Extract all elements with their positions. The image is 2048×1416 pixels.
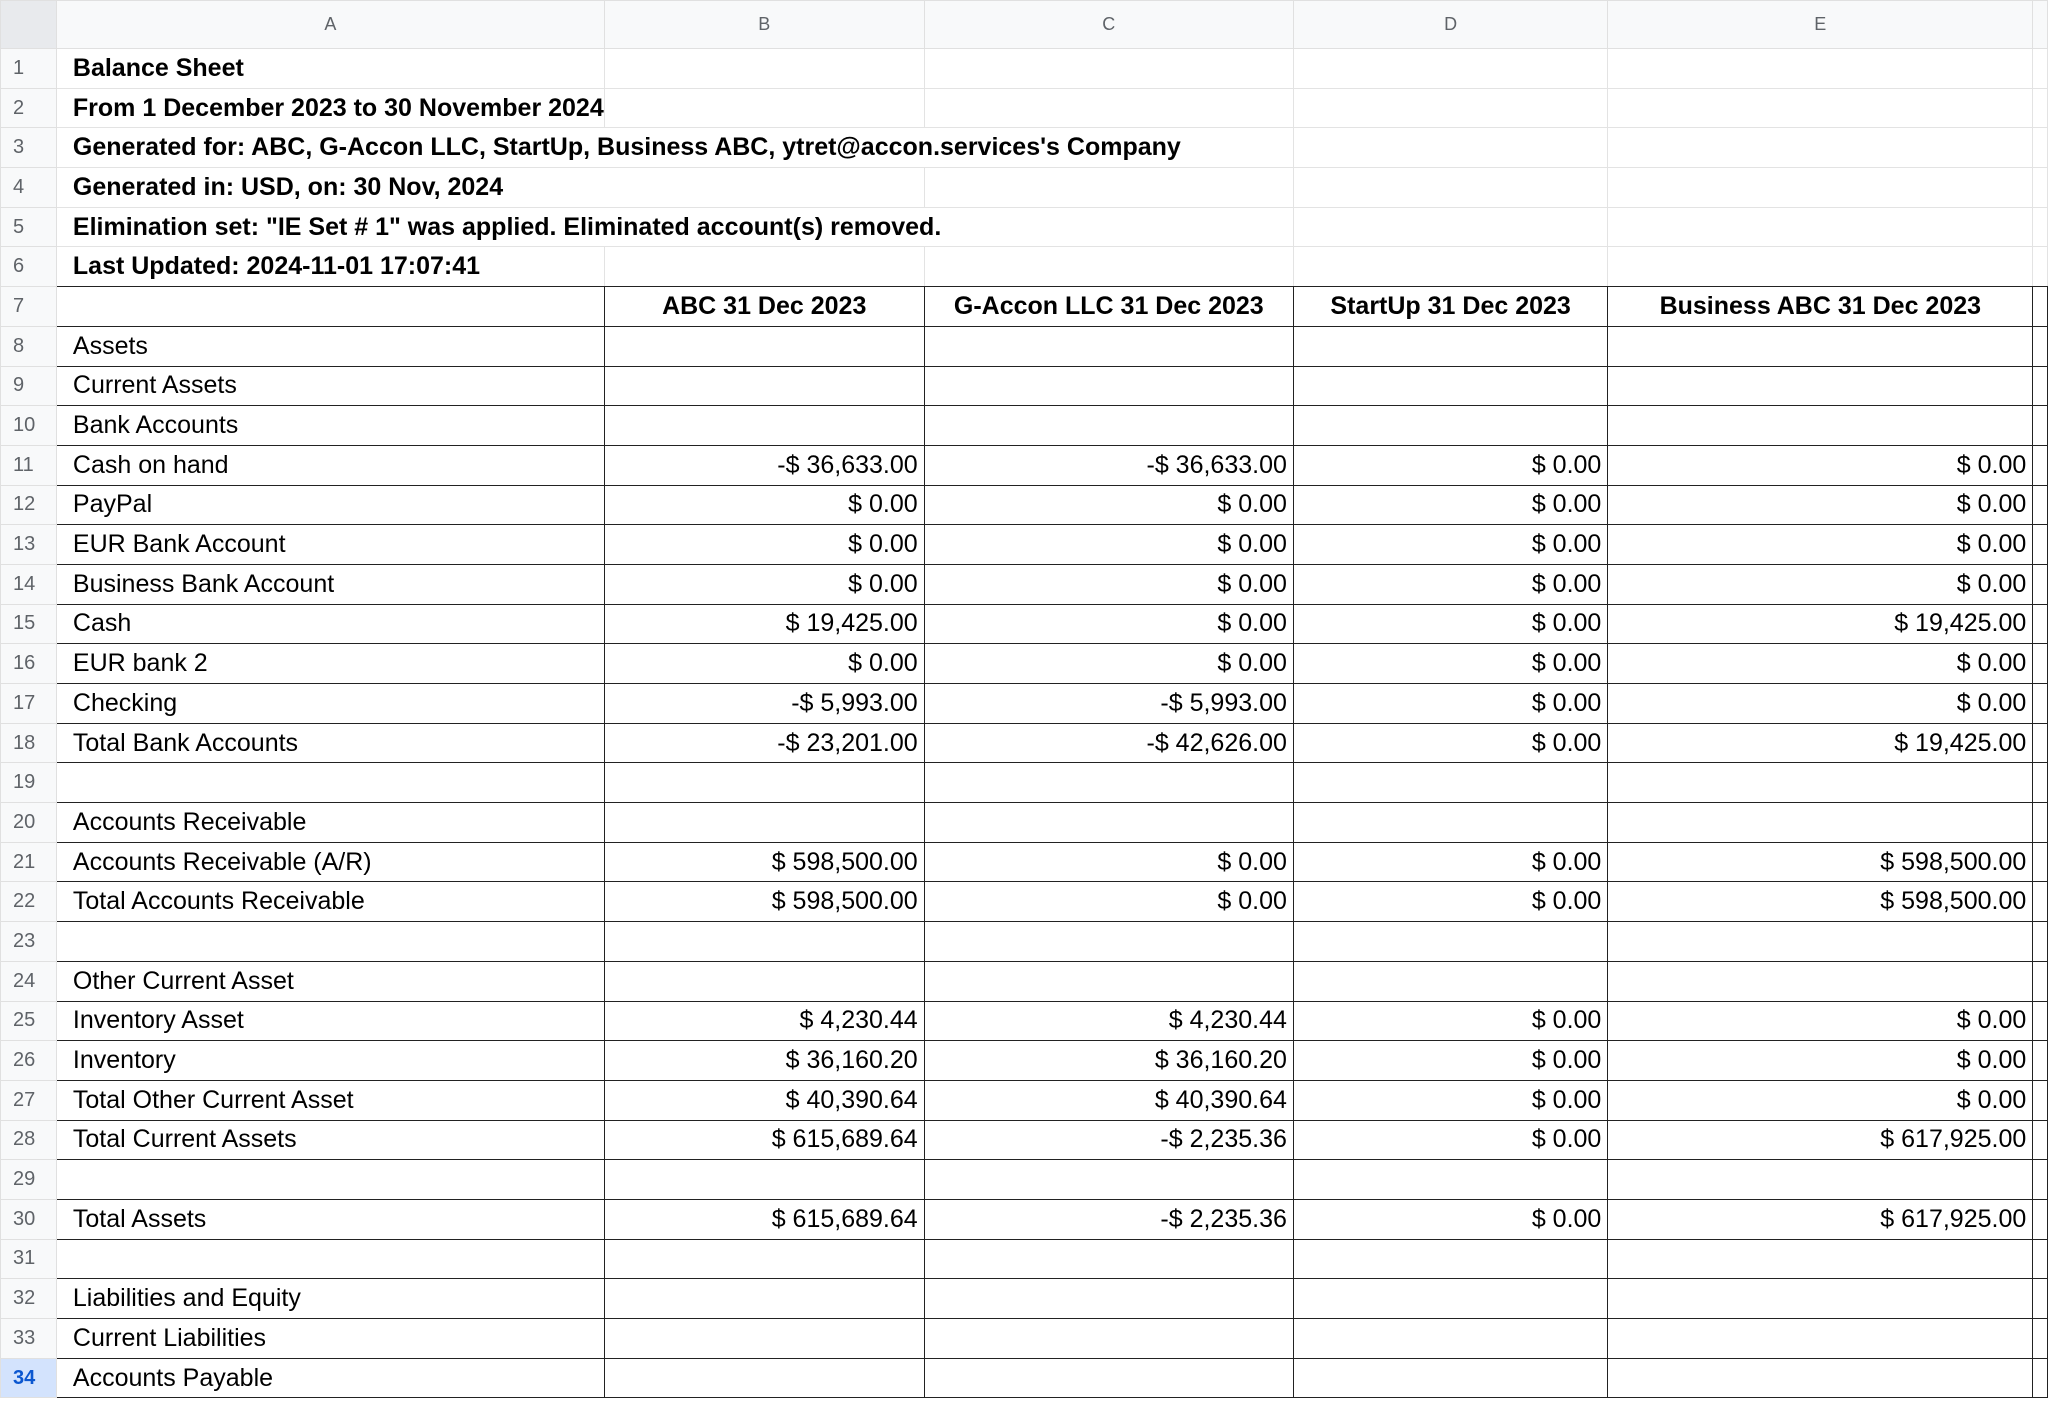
cell[interactable] <box>1293 128 1607 168</box>
value-cell[interactable]: $ 40,390.64 <box>924 1080 1293 1120</box>
cell[interactable] <box>2033 366 2048 406</box>
row-header[interactable]: 15 <box>1 604 57 644</box>
value-cell[interactable] <box>604 803 924 843</box>
value-cell[interactable]: $ 598,500.00 <box>604 882 924 922</box>
table-row <box>1 525 2048 565</box>
cell[interactable] <box>1608 88 2033 128</box>
value-cell[interactable]: -$ 42,626.00 <box>924 723 1293 763</box>
row-label[interactable]: Accounts Receivable <box>56 803 604 843</box>
row-label[interactable]: Accounts Receivable (A/R) <box>56 842 604 882</box>
cell[interactable] <box>1293 247 1607 287</box>
row-header[interactable]: 33 <box>1 1319 57 1359</box>
value-cell[interactable]: $ 19,425.00 <box>604 604 924 644</box>
select-all-corner[interactable] <box>1 1 57 49</box>
value-cell[interactable] <box>924 961 1293 1001</box>
value-cell[interactable] <box>1608 763 2033 803</box>
value-cell[interactable]: $ 0.00 <box>924 882 1293 922</box>
row-header[interactable]: 9 <box>1 366 57 406</box>
cell-a1[interactable]: Balance Sheet <box>56 49 604 89</box>
cell[interactable] <box>2033 326 2048 366</box>
value-cell[interactable] <box>924 1160 1293 1200</box>
value-cell[interactable]: $ 0.00 <box>924 604 1293 644</box>
value-cell[interactable] <box>1293 1358 1607 1398</box>
row-header[interactable]: 29 <box>1 1160 57 1200</box>
table-row <box>1 406 2048 446</box>
row-header[interactable]: 17 <box>1 684 57 724</box>
row-label[interactable]: Other Current Asset <box>56 961 604 1001</box>
cell[interactable] <box>2033 207 2048 247</box>
value-cell[interactable] <box>1608 366 2033 406</box>
table-row <box>1 485 2048 525</box>
table-row <box>1 445 2048 485</box>
cell[interactable] <box>2033 1001 2048 1041</box>
row-header[interactable]: 11 <box>1 445 57 485</box>
value-cell[interactable]: $ 0.00 <box>1293 1080 1607 1120</box>
value-cell[interactable] <box>1293 1279 1607 1319</box>
column-header-d[interactable]: D <box>1293 1 1607 49</box>
row-header[interactable]: 5 <box>1 207 57 247</box>
value-cell[interactable] <box>604 1239 924 1279</box>
cell[interactable] <box>2033 882 2048 922</box>
row-label[interactable]: Inventory <box>56 1041 604 1081</box>
cell-a7[interactable] <box>56 287 604 327</box>
cell[interactable] <box>2033 803 2048 843</box>
column-header-c[interactable]: C <box>924 1 1293 49</box>
table-row <box>1 49 2048 89</box>
value-cell[interactable]: -$ 2,235.36 <box>924 1120 1293 1160</box>
value-cell[interactable]: -$ 5,993.00 <box>924 684 1293 724</box>
value-cell[interactable]: $ 0.00 <box>1293 842 1607 882</box>
value-cell[interactable]: $ 0.00 <box>1608 485 2033 525</box>
value-cell[interactable] <box>1293 803 1607 843</box>
value-cell[interactable] <box>1608 1319 2033 1359</box>
table-row <box>1 684 2048 724</box>
value-cell[interactable] <box>604 406 924 446</box>
value-cell[interactable] <box>604 326 924 366</box>
cell[interactable] <box>1293 49 1607 89</box>
value-cell[interactable]: $ 0.00 <box>1293 723 1607 763</box>
cell-a6[interactable]: Last Updated: 2024-11-01 17:07:41 <box>56 247 604 287</box>
table-row <box>1 763 2048 803</box>
value-cell[interactable] <box>604 1358 924 1398</box>
cell[interactable] <box>924 88 1293 128</box>
row-label[interactable]: Cash on hand <box>56 445 604 485</box>
row-header[interactable]: 34 <box>1 1358 57 1398</box>
cell[interactable] <box>1293 168 1607 208</box>
table-row <box>1 564 2048 604</box>
value-cell[interactable]: $ 598,500.00 <box>604 842 924 882</box>
value-cell[interactable] <box>924 803 1293 843</box>
cell[interactable] <box>2033 1160 2048 1200</box>
value-cell[interactable]: $ 0.00 <box>924 644 1293 684</box>
value-cell[interactable]: $ 598,500.00 <box>1608 842 2033 882</box>
value-cell[interactable]: $ 0.00 <box>924 564 1293 604</box>
cell[interactable] <box>2033 287 2048 327</box>
value-cell[interactable] <box>1608 1279 2033 1319</box>
value-cell[interactable]: $ 19,425.00 <box>1608 604 2033 644</box>
cell[interactable] <box>1608 207 2033 247</box>
row-label[interactable]: PayPal <box>56 485 604 525</box>
row-header[interactable]: 30 <box>1 1199 57 1239</box>
value-cell[interactable]: $ 0.00 <box>1608 445 2033 485</box>
row-header[interactable]: 22 <box>1 882 57 922</box>
value-cell[interactable]: $ 0.00 <box>924 842 1293 882</box>
row-header[interactable]: 2 <box>1 88 57 128</box>
row-label[interactable]: Bank Accounts <box>56 406 604 446</box>
value-cell[interactable] <box>924 406 1293 446</box>
cell[interactable] <box>1293 207 1607 247</box>
cell[interactable] <box>2033 922 2048 962</box>
cell[interactable] <box>2033 406 2048 446</box>
row-label[interactable]: Accounts Payable <box>56 1358 604 1398</box>
table-row <box>1 1041 2048 1081</box>
cell-a4[interactable]: Generated in: USD, on: 30 Nov, 2024 <box>56 168 924 208</box>
value-cell[interactable] <box>1608 326 2033 366</box>
value-cell[interactable]: $ 615,689.64 <box>604 1199 924 1239</box>
table-row <box>1 1199 2048 1239</box>
cell[interactable] <box>604 88 924 128</box>
table-row <box>1 723 2048 763</box>
value-cell[interactable]: $ 0.00 <box>1293 604 1607 644</box>
value-cell[interactable] <box>1608 922 2033 962</box>
row-header[interactable]: 1 <box>1 49 57 89</box>
value-cell[interactable] <box>604 763 924 803</box>
row-header[interactable]: 18 <box>1 723 57 763</box>
value-cell[interactable] <box>1608 961 2033 1001</box>
value-cell[interactable] <box>924 763 1293 803</box>
value-cell[interactable] <box>1293 961 1607 1001</box>
cell[interactable] <box>2033 644 2048 684</box>
row-header[interactable]: 20 <box>1 803 57 843</box>
value-cell[interactable]: $ 0.00 <box>1293 1001 1607 1041</box>
cell[interactable] <box>2033 485 2048 525</box>
cell[interactable] <box>604 247 924 287</box>
cell[interactable] <box>2033 445 2048 485</box>
value-cell[interactable] <box>604 1160 924 1200</box>
value-cell[interactable]: $ 0.00 <box>1293 684 1607 724</box>
table-row <box>1 644 2048 684</box>
value-cell[interactable]: $ 0.00 <box>604 485 924 525</box>
cell[interactable] <box>2033 1080 2048 1120</box>
cell[interactable] <box>2033 1239 2048 1279</box>
value-cell[interactable] <box>1608 803 2033 843</box>
value-cell[interactable] <box>604 366 924 406</box>
value-cell[interactable]: $ 0.00 <box>1608 684 2033 724</box>
row-header[interactable]: 23 <box>1 922 57 962</box>
table-row <box>1 1239 2048 1279</box>
value-cell[interactable]: $ 0.00 <box>1293 525 1607 565</box>
cell[interactable] <box>1293 88 1607 128</box>
value-cell[interactable]: $ 19,425.00 <box>1608 723 2033 763</box>
value-cell[interactable]: $ 0.00 <box>1608 525 2033 565</box>
table-row <box>1 88 2048 128</box>
value-cell[interactable]: $ 0.00 <box>1293 1199 1607 1239</box>
table-row <box>1 961 2048 1001</box>
cell[interactable] <box>2033 168 2048 208</box>
table-row <box>1 1319 2048 1359</box>
row-label[interactable]: Checking <box>56 684 604 724</box>
value-cell[interactable] <box>924 1239 1293 1279</box>
cell[interactable] <box>924 49 1293 89</box>
value-cell[interactable]: $ 615,689.64 <box>604 1120 924 1160</box>
row-header[interactable]: 21 <box>1 842 57 882</box>
value-cell[interactable]: $ 598,500.00 <box>1608 882 2033 922</box>
column-header-a[interactable]: A <box>56 1 604 49</box>
table-row <box>1 247 2048 287</box>
value-cell[interactable] <box>1608 1358 2033 1398</box>
row-header[interactable]: 7 <box>1 287 57 327</box>
row-header[interactable]: 6 <box>1 247 57 287</box>
table-row <box>1 1358 2048 1398</box>
row-label[interactable] <box>56 922 604 962</box>
row-header[interactable]: 4 <box>1 168 57 208</box>
row-header[interactable]: 24 <box>1 961 57 1001</box>
value-cell[interactable]: $ 0.00 <box>924 485 1293 525</box>
row-header[interactable]: 14 <box>1 564 57 604</box>
cell[interactable] <box>2033 684 2048 724</box>
value-cell[interactable]: $ 40,390.64 <box>604 1080 924 1120</box>
row-label[interactable] <box>56 1239 604 1279</box>
cell[interactable] <box>2033 842 2048 882</box>
row-header[interactable]: 16 <box>1 644 57 684</box>
cell[interactable] <box>924 247 1293 287</box>
value-cell[interactable] <box>924 1358 1293 1398</box>
value-cell[interactable] <box>1293 922 1607 962</box>
value-cell[interactable] <box>1293 1160 1607 1200</box>
row-header[interactable]: 12 <box>1 485 57 525</box>
table-row <box>1 168 2048 208</box>
value-cell[interactable]: $ 36,160.20 <box>604 1041 924 1081</box>
value-cell[interactable]: -$ 23,201.00 <box>604 723 924 763</box>
cell[interactable] <box>2033 88 2048 128</box>
row-label[interactable]: Cash <box>56 604 604 644</box>
cell[interactable] <box>2033 1041 2048 1081</box>
cell[interactable] <box>2033 564 2048 604</box>
value-cell[interactable]: $ 0.00 <box>1608 644 2033 684</box>
row-label[interactable]: Inventory Asset <box>56 1001 604 1041</box>
value-cell[interactable]: $ 0.00 <box>1293 445 1607 485</box>
cell[interactable] <box>2033 1120 2048 1160</box>
row-label[interactable]: EUR bank 2 <box>56 644 604 684</box>
table-row <box>1 922 2048 962</box>
value-cell[interactable] <box>1608 1160 2033 1200</box>
value-cell[interactable]: $ 617,925.00 <box>1608 1120 2033 1160</box>
table-row <box>1 803 2048 843</box>
cell[interactable] <box>2033 763 2048 803</box>
value-cell[interactable] <box>1608 406 2033 446</box>
row-label[interactable]: EUR Bank Account <box>56 525 604 565</box>
row-label[interactable]: Liabilities and Equity <box>56 1279 604 1319</box>
row-label[interactable]: Total Other Current Asset <box>56 1080 604 1120</box>
table-row <box>1 1001 2048 1041</box>
column-title-business-abc[interactable]: Business ABC 31 Dec 2023 <box>1608 287 2033 327</box>
cell[interactable] <box>2033 1279 2048 1319</box>
row-label[interactable]: Total Accounts Receivable <box>56 882 604 922</box>
value-cell[interactable] <box>924 1279 1293 1319</box>
row-header[interactable]: 3 <box>1 128 57 168</box>
cell[interactable] <box>2033 49 2048 89</box>
cell[interactable] <box>2033 1319 2048 1359</box>
value-cell[interactable] <box>1293 1239 1607 1279</box>
row-header[interactable]: 10 <box>1 406 57 446</box>
row-label[interactable]: Total Current Assets <box>56 1120 604 1160</box>
row-header[interactable]: 25 <box>1 1001 57 1041</box>
table-row <box>1 326 2048 366</box>
table-row <box>1 882 2048 922</box>
value-cell[interactable] <box>604 1279 924 1319</box>
column-title-g-accon[interactable]: G-Accon LLC 31 Dec 2023 <box>924 287 1293 327</box>
cell[interactable] <box>2033 128 2048 168</box>
cell[interactable] <box>1608 168 2033 208</box>
cell-a5[interactable]: Elimination set: "IE Set # 1" was applied. Eliminated account(s) removed. <box>56 207 1293 247</box>
value-cell[interactable]: $ 617,925.00 <box>1608 1199 2033 1239</box>
row-label[interactable] <box>56 1160 604 1200</box>
cell-a3[interactable]: Generated for: ABC, G-Accon LLC, StartUp, Business ABC, ytret@accon.services's Company <box>56 128 1293 168</box>
table-row <box>1 207 2048 247</box>
row-header[interactable]: 27 <box>1 1080 57 1120</box>
value-cell[interactable] <box>1293 406 1607 446</box>
value-cell[interactable] <box>1608 1239 2033 1279</box>
table-row <box>1 1120 2048 1160</box>
column-header-e[interactable]: E <box>1608 1 2033 49</box>
value-cell[interactable] <box>604 1319 924 1359</box>
cell[interactable] <box>1608 128 2033 168</box>
value-cell[interactable]: $ 4,230.44 <box>604 1001 924 1041</box>
value-cell[interactable]: -$ 5,993.00 <box>604 684 924 724</box>
value-cell[interactable]: -$ 2,235.36 <box>924 1199 1293 1239</box>
value-cell[interactable] <box>924 366 1293 406</box>
value-cell[interactable]: $ 0.00 <box>1608 1001 2033 1041</box>
row-label[interactable]: Current Liabilities <box>56 1319 604 1359</box>
cell-a2[interactable]: From 1 December 2023 to 30 November 2024 <box>56 88 604 128</box>
table-row <box>1 366 2048 406</box>
table-row <box>1 128 2048 168</box>
value-cell[interactable] <box>924 922 1293 962</box>
value-cell[interactable]: $ 0.00 <box>1293 882 1607 922</box>
value-cell[interactable] <box>924 1319 1293 1359</box>
value-cell[interactable] <box>604 922 924 962</box>
table-row <box>1 604 2048 644</box>
value-cell[interactable] <box>924 326 1293 366</box>
row-header[interactable]: 26 <box>1 1041 57 1081</box>
column-title-abc[interactable]: ABC 31 Dec 2023 <box>604 287 924 327</box>
value-cell[interactable]: $ 0.00 <box>1608 564 2033 604</box>
table-row <box>1 287 2048 327</box>
row-header[interactable]: 8 <box>1 326 57 366</box>
row-header[interactable]: 13 <box>1 525 57 565</box>
value-cell[interactable]: $ 0.00 <box>1608 1041 2033 1081</box>
value-cell[interactable]: $ 0.00 <box>604 525 924 565</box>
row-label[interactable] <box>56 763 604 803</box>
cell[interactable] <box>2033 1199 2048 1239</box>
value-cell[interactable] <box>1293 763 1607 803</box>
row-label[interactable]: Total Assets <box>56 1199 604 1239</box>
row-label[interactable]: Business Bank Account <box>56 564 604 604</box>
cell[interactable] <box>1608 247 2033 287</box>
table-row <box>1 1279 2048 1319</box>
value-cell[interactable]: $ 0.00 <box>1293 485 1607 525</box>
column-header-b[interactable]: B <box>604 1 924 49</box>
value-cell[interactable] <box>1293 326 1607 366</box>
value-cell[interactable]: $ 0.00 <box>1293 644 1607 684</box>
value-cell[interactable]: $ 0.00 <box>1293 1041 1607 1081</box>
cell[interactable] <box>2033 247 2048 287</box>
cell[interactable] <box>2033 723 2048 763</box>
value-cell[interactable]: -$ 36,633.00 <box>924 445 1293 485</box>
value-cell[interactable]: $ 0.00 <box>604 644 924 684</box>
row-header[interactable]: 32 <box>1 1279 57 1319</box>
row-label[interactable]: Assets <box>56 326 604 366</box>
cell[interactable] <box>1608 49 2033 89</box>
cell[interactable] <box>2033 1358 2048 1398</box>
table-row <box>1 842 2048 882</box>
cell[interactable] <box>2033 525 2048 565</box>
value-cell[interactable] <box>604 961 924 1001</box>
cell[interactable] <box>604 49 924 89</box>
value-cell[interactable]: $ 0.00 <box>1293 564 1607 604</box>
value-cell[interactable]: $ 36,160.20 <box>924 1041 1293 1081</box>
row-header[interactable]: 19 <box>1 763 57 803</box>
row-header[interactable]: 28 <box>1 1120 57 1160</box>
value-cell[interactable]: $ 0.00 <box>604 564 924 604</box>
value-cell[interactable]: $ 0.00 <box>1608 1080 2033 1120</box>
cell[interactable] <box>2033 961 2048 1001</box>
row-label[interactable]: Total Bank Accounts <box>56 723 604 763</box>
table-row <box>1 1080 2048 1120</box>
value-cell[interactable]: $ 4,230.44 <box>924 1001 1293 1041</box>
row-header[interactable]: 31 <box>1 1239 57 1279</box>
cell[interactable] <box>924 168 1293 208</box>
column-header-f[interactable] <box>2033 1 2048 49</box>
value-cell[interactable] <box>1293 1319 1607 1359</box>
table-row <box>1 1160 2048 1200</box>
row-label[interactable]: Current Assets <box>56 366 604 406</box>
value-cell[interactable] <box>1293 366 1607 406</box>
value-cell[interactable]: -$ 36,633.00 <box>604 445 924 485</box>
value-cell[interactable]: $ 0.00 <box>1293 1120 1607 1160</box>
column-title-startup[interactable]: StartUp 31 Dec 2023 <box>1293 287 1607 327</box>
cell[interactable] <box>2033 604 2048 644</box>
value-cell[interactable]: $ 0.00 <box>924 525 1293 565</box>
